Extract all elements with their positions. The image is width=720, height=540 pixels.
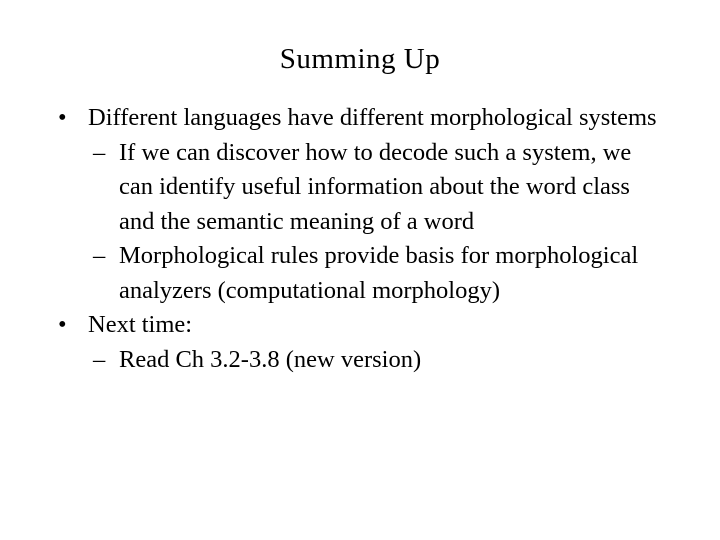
sub-bullet-text: If we can discover how to decode such a system, we can identify useful information about the word class and the semantic meaning of a word: [119, 138, 632, 235]
sub-bullet-item: [93, 136, 659, 240]
bullet-item: [58, 308, 658, 343]
sub-bullet-text: Read Ch 3.2-3.8 (new version): [119, 345, 422, 373]
bullet-item: [58, 101, 658, 136]
bullet-marker: •: [58, 104, 67, 131]
bullet-text: Next time:: [88, 311, 193, 338]
bullet-marker: •: [58, 311, 67, 338]
slide-content: [0, 101, 720, 377]
bullet-text: Different languages have different morphological systems: [88, 104, 657, 131]
sub-bullet-item: [93, 343, 659, 378]
dash-marker: –: [93, 242, 106, 269]
dash-marker: –: [93, 138, 106, 166]
sub-bullet-item: [93, 239, 659, 308]
dash-marker: –: [93, 345, 106, 373]
sub-bullet-text: Morphological rules provide basis for morphological analyzers (computational morphology): [119, 242, 639, 304]
slide-title: Summing Up: [279, 43, 441, 75]
